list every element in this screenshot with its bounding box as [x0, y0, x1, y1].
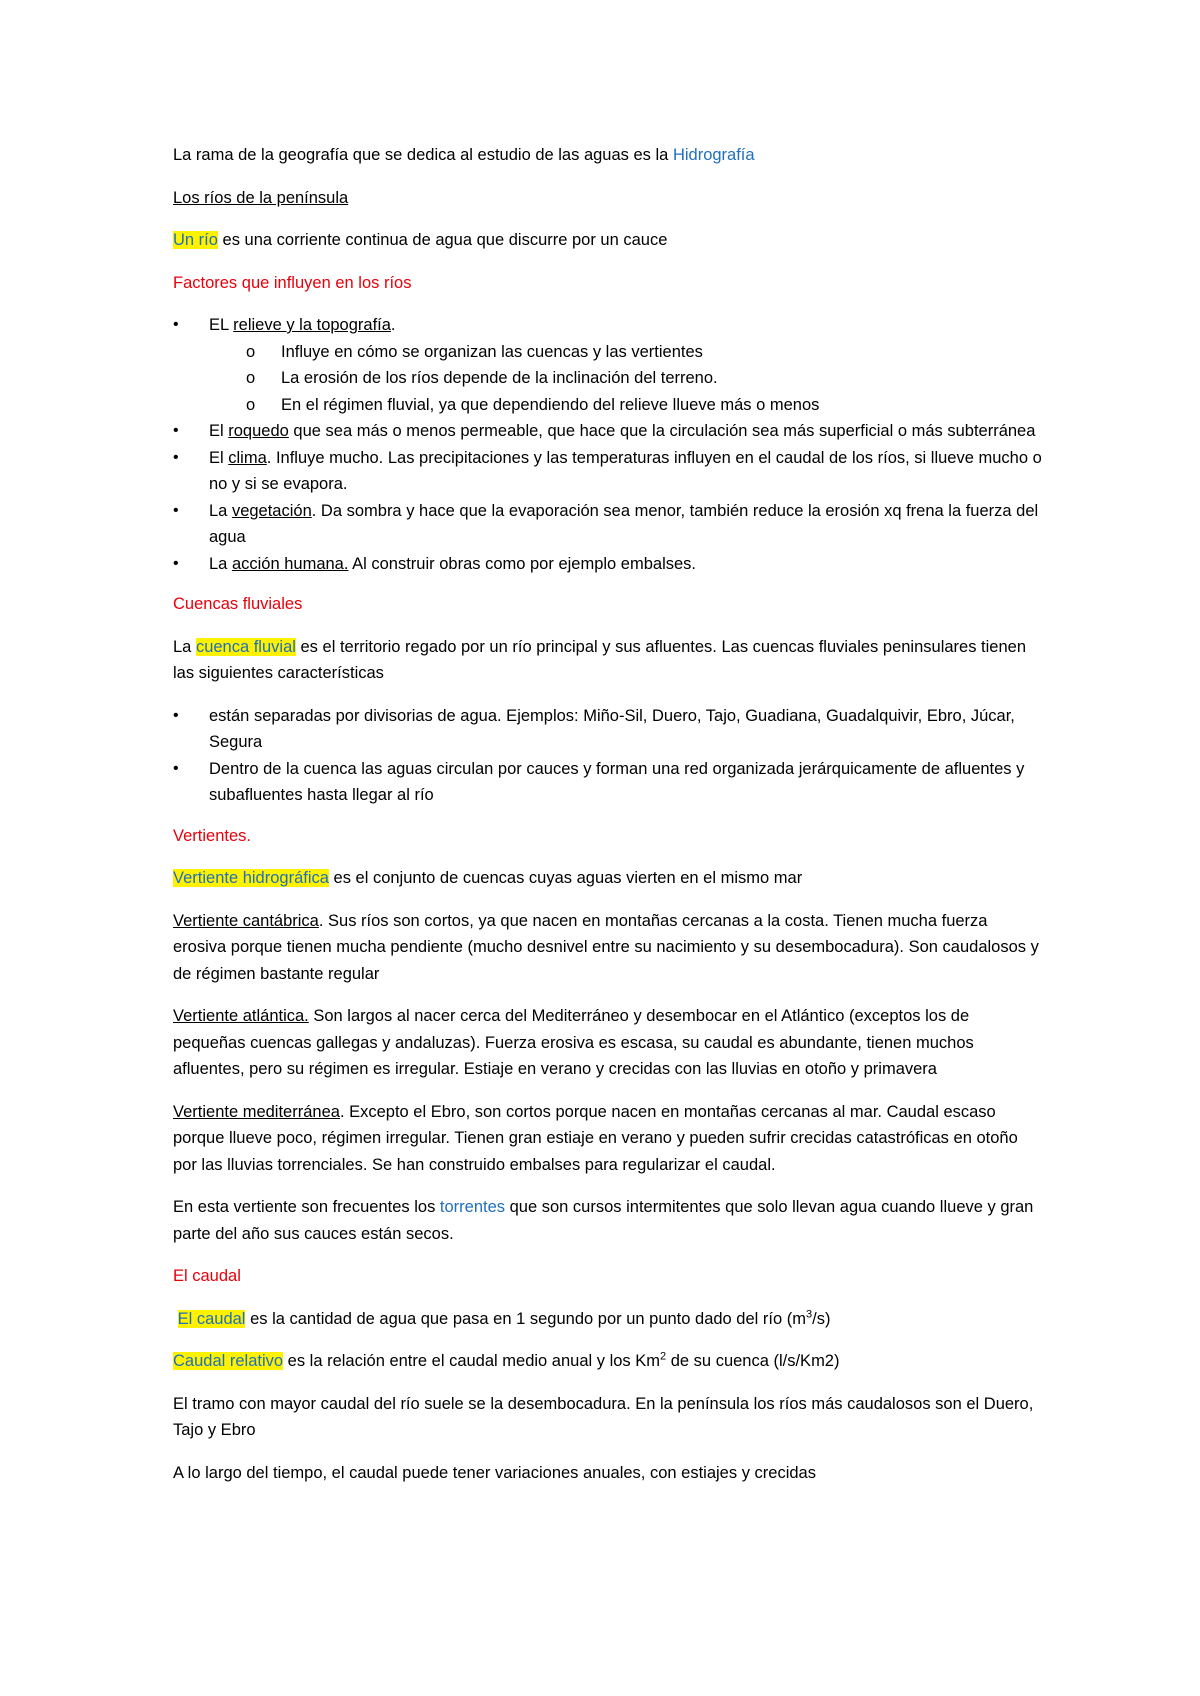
cuenca-term: cuenca fluvial [195, 637, 296, 656]
accion-key: acción humana. [231, 554, 349, 573]
rio-term: Un río [173, 231, 218, 249]
caudal-relativo [173, 1348, 1043, 1375]
caudal-definition [173, 1306, 1043, 1333]
intro-paragraph [173, 142, 1043, 169]
roquedo-post: que sea más o menos permeable, que hace que la circulación sea más superficial o más subterránea [288, 422, 1036, 440]
sub-item: o Influye en cómo se organizan las cuencas y las vertientes [209, 339, 1043, 366]
clima-post: . Influye mucho. Las precipitaciones y las temperaturas influyen en el caudal de los ríos, si llueve mucho o no y si se evapora. [209, 448, 1042, 493]
factores-list [173, 312, 1043, 577]
cuencas-heading: Cuencas fluviales [173, 595, 303, 613]
vertiente-atlantica [173, 1003, 1043, 1083]
cuenca-def-post: es el territorio regado por un río principal y sus afluentes. Las cuencas fluviales peninsulares tienen las siguientes características [173, 637, 1026, 682]
cantabrica-key: Vertiente cantábrica [173, 911, 319, 930]
cuencas-list [173, 703, 1043, 809]
relieve-post: . [390, 316, 396, 334]
torrentes-pre: En esta vertiente son frecuentes los [173, 1198, 440, 1216]
hidrografia-term: Hidrografía [672, 146, 755, 164]
mediterranea-key: Vertiente mediterránea [173, 1102, 340, 1121]
list-item-clima [173, 445, 1043, 498]
vertiente-term: Vertiente hidrográfica [173, 869, 329, 887]
list-item: • Dentro de la cuenca las aguas circulan por cauces y forman una red organizada jerárquicamente de afluentes y subafluentes hasta llegar al río [173, 756, 1043, 809]
heading-rios-text: Los ríos de la península [173, 188, 349, 207]
factores-heading: Factores que influyen en los ríos [173, 273, 412, 292]
relieve-key: relieve y la topografía [233, 316, 391, 334]
vegetacion-post: . Da sombra y hace que la evaporación sea menor, también reduce la erosión xq frena la fuerza del agua [209, 501, 1039, 546]
vegetacion-key: vegetación [231, 501, 312, 520]
roquedo-pre: El [209, 422, 229, 440]
heading-rios [173, 185, 1043, 212]
atlantica-text: Son largos al nacer cerca del Mediterráneo y desembocar en el Atlántico (exceptos los de pequeñas cuencas gallegas y andaluzas). Fuerza erosiva es escasa, su caudal es abundante, tienen muchos afluentes, pero su régimen es irregular. Estiaje en verano y crecidas con las lluvias en otoño y primavera [173, 1007, 974, 1078]
clima-pre: El [209, 448, 229, 467]
cuenca-definition [173, 634, 1043, 687]
caudal-relativo-term: Caudal relativo [173, 1352, 284, 1370]
caudal-rel-post: es la relación entre el caudal medio anual y los Km [283, 1352, 661, 1370]
sub-item: o La erosión de los ríos depende de la inclinación del terreno. [209, 365, 1043, 392]
relieve-sublist [209, 339, 1043, 419]
caudal-heading: El caudal [173, 1267, 241, 1285]
rio-definition [173, 227, 1043, 254]
torrentes-post: que son cursos intermitentes que solo llevan agua cuando llueve y gran parte del año sus cauces están secos. [173, 1198, 1034, 1243]
caudal-term: El caudal [177, 1309, 246, 1328]
list-item-roquedo [173, 418, 1043, 445]
caudal-rel-end: de su cuenca (l/s/Km2) [666, 1352, 840, 1370]
list-item-accion [173, 551, 1043, 578]
mediterranea-text: . Excepto el Ebro, son cortos porque nacen en montañas cercanas al mar. Caudal escaso porque llueve poco, régimen irregular. Tienen gran estiaje en verano y pueden sufrir crecidas catastróficas en otoño por las lluvias torrenciales. Se han construido embalses para regularizar el caudal. [173, 1102, 1018, 1174]
list-item-relieve [173, 312, 1043, 418]
caudal-def-sup: 3 [806, 1308, 813, 1320]
list-item-vegetacion [173, 498, 1043, 551]
variaciones-paragraph: A lo largo del tiempo, el caudal puede tener variaciones anuales, con estiajes y crecidas [173, 1463, 816, 1482]
torrentes-term: torrentes [439, 1198, 506, 1216]
vertiente-cantabrica [173, 908, 1043, 988]
intro-text: La rama de la geografía que se dedica al estudio de las aguas es la [173, 146, 673, 164]
caudal-def-post: es la cantidad de agua que pasa en 1 segundo por un punto dado del río (m [245, 1309, 806, 1328]
accion-post: Al construir obras como por ejemplo embalses. [348, 554, 697, 573]
torrentes-paragraph [173, 1194, 1043, 1247]
rio-def-text: es una corriente continua de agua que discurre por un cauce [217, 231, 668, 249]
vegetacion-pre: La [209, 501, 232, 520]
caudal-rel-sup: 2 [660, 1350, 667, 1363]
vertiente-mediterranea [173, 1099, 1043, 1179]
atlantica-key: Vertiente atlántica. [173, 1007, 309, 1025]
vertiente-definition [173, 865, 1043, 892]
list-item: • están separadas por divisorias de agua. Ejemplos: Miño-Sil, Duero, Tajo, Guadiana, Guadalquivir, Ebro, Júcar, Segura [173, 703, 1043, 756]
caudal-def-end: /s) [812, 1309, 831, 1328]
cuenca-def-pre: La [173, 637, 196, 656]
document-page [173, 142, 1043, 1502]
vertiente-def-post: es el conjunto de cuencas cuyas aguas vierten en el mismo mar [328, 869, 803, 887]
sub-item: o En el régimen fluvial, ya que dependiendo del relieve llueve más o menos [209, 392, 1043, 419]
cantabrica-text: . Sus ríos son cortos, ya que nacen en montañas cercanas a la costa. Tienen mucha fuerza erosiva porque tienen mucha pendiente (mucho desnivel entre su nacimiento y su desembocadura). Son caudalosos y de régimen bastante regular [173, 911, 1039, 983]
relieve-pre: EL [209, 316, 234, 334]
clima-key: clima [228, 448, 267, 467]
roquedo-key: roquedo [228, 422, 289, 440]
tramo-paragraph: El tramo con mayor caudal del río suele se la desembocadura. En la península los ríos más caudalosos son el Duero, Tajo y Ebro [173, 1394, 1034, 1439]
vertientes-heading: Vertientes. [173, 826, 251, 845]
accion-pre: La [209, 554, 232, 573]
